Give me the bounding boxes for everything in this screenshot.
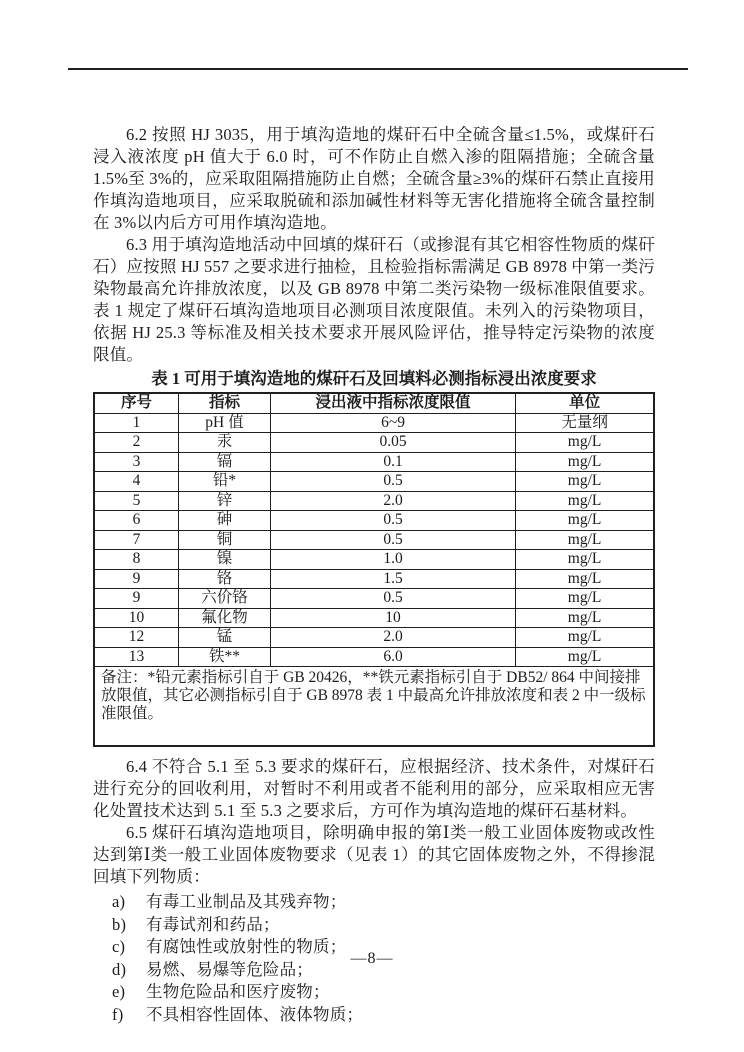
table-note-row [94,667,654,747]
list-item-marker: f) [112,1004,124,1024]
list-item-text: 有毒工业制品及其残弃物； [146,892,347,911]
cell-limit: 0.5 [270,589,515,609]
cell-unit: mg/L [516,647,654,667]
table-note: 备注：*铅元素指标引自于 GB 20426，**铁元素指标引自于 DB52/ 864 中间接排放限值，其它必测指标引自于 GB 8978 表 1 中最高允许排放浓度和表 2 中一级标准限值。 [94,667,654,747]
cell-no: 10 [94,608,179,628]
cell-indicator: 砷 [179,511,271,531]
cell-no: 13 [94,647,179,667]
list-item-marker: b) [112,914,127,934]
cell-unit: mg/L [516,589,654,609]
cell-limit: 0.5 [270,511,515,531]
table-row [94,491,654,511]
cell-no: 9 [94,569,179,589]
paragraph-6-4: 6.4 不符合 5.1 至 5.3 要求的煤矸石，应根据经济、技术条件，对煤矸石进行充分的回收利用，对暂时不利用或者不能利用的部分，应采取相应无害化处置技术达到 5.1 至 5.3 之要求后，方可作为填沟造地的煤矸石基材料。 [93,757,655,820]
list-item-marker: e) [112,982,126,1001]
cell-unit: 无量纲 [516,413,654,433]
table-row [94,433,654,453]
cell-unit: mg/L [516,433,654,453]
paragraph-6-2: 6.2 按照 HJ 3035，用于填沟造地的煤矸石中全硫含量≤1.5%，或煤矸石浸入液浓度 pH 值大于 6.0 时，可不作防止自燃入渗的阻隔措施；全硫含量 1.5%至 3%的，应采取阻隔措施防止自燃；全硫含量≥3%的煤矸石禁止直接用作填沟造地项目，应采取脱硫和添加碱性材料等无害化措施将全硫含量控制在 3%以内后方可用作填沟造地。 [93,125,655,232]
cell-unit: mg/L [516,491,654,511]
page-number: —8— [350,950,394,967]
cell-limit: 0.5 [270,472,515,492]
col-header-no: 序号 [94,393,179,413]
list-item [112,891,655,914]
cell-limit: 6~9 [270,413,515,433]
cell-indicator: 铜 [179,530,271,550]
list-item-marker: c) [112,937,126,956]
cell-no: 7 [94,530,179,550]
list-item-text: 不具相容性固体、液体物质； [146,1004,364,1024]
list-item-text: 有毒试剂和药品； [146,914,280,934]
table-row [94,530,654,550]
page-content [93,124,655,1026]
cell-indicator: 铁** [179,647,271,667]
cell-indicator: 镉 [179,452,271,472]
cell-no: 4 [94,472,179,492]
table-row [94,608,654,628]
cell-indicator: 锌 [179,491,271,511]
cell-no: 9 [94,589,179,609]
table-row [94,647,654,667]
list-item [112,914,655,937]
cell-no: 2 [94,433,179,453]
cell-indicator: 六价铬 [179,589,271,609]
cell-indicator: 铅* [179,472,271,492]
cell-unit: mg/L [516,550,654,570]
cell-limit: 2.0 [270,491,515,511]
cell-limit: 0.5 [270,530,515,550]
list-item-text: 有腐蚀性或放射性的物质； [146,937,347,956]
table-row [94,550,654,570]
list-item-marker: d) [112,959,127,979]
table-row [94,569,654,589]
cell-unit: mg/L [516,569,654,589]
cell-limit: 1.5 [270,569,515,589]
cell-no: 5 [94,491,179,511]
cell-unit: mg/L [516,530,654,550]
cell-indicator: pH 值 [179,413,271,433]
list-item [112,981,655,1004]
list-item [112,1004,655,1027]
cell-limit: 2.0 [270,628,515,648]
table-row [94,589,654,609]
list-item-text: 生物危险品和医疗废物； [146,982,330,1001]
table-row [94,452,654,472]
col-header-unit: 单位 [516,393,654,413]
table-row [94,472,654,492]
cell-indicator: 氟化物 [179,608,271,628]
paragraph-6-5: 6.5 煤矸石填沟造地项目，除明确申报的第Ⅰ类一般工业固体废物或改性达到第Ⅰ类一般工业固体废物要求（见表 1）的其它固体废物之外，不得掺混回填下列物质： [93,823,655,886]
list-item-text: 易燃、易爆等危险品； [146,959,313,979]
list-item-marker: a) [112,892,126,911]
leaching-limits-table [93,392,655,747]
cell-limit: 10 [270,608,515,628]
cell-no: 1 [94,413,179,433]
table-body [94,413,654,746]
cell-unit: mg/L [516,472,654,492]
cell-unit: mg/L [516,608,654,628]
cell-indicator: 汞 [179,433,271,453]
paragraph-6-3: 6.3 用于填沟造地活动中回填的煤矸石（或掺混有其它相容性物质的煤矸石）应按照 HJ 557 之要求进行抽检，且检验指标需满足 GB 8978 中第一类污染物最高允许排放浓度，以及 GB 8978 中第二类污染物一级标准限值要求。表 1 规定了煤矸石填沟造地项目必测项目浓度限值。未列入的污染物项目，依据 HJ 25.3 等标准及相关技术要求开展风险评估，推导特定污染物的浓度限值。 [93,235,655,364]
table-row [94,511,654,531]
table-title: 表 1 可用于填沟造地的煤矸石及回填料必测指标浸出浓度要求 [151,369,597,388]
cell-unit: mg/L [516,452,654,472]
cell-indicator: 镍 [179,550,271,570]
cell-indicator: 铬 [179,569,271,589]
table-header-row [94,393,654,413]
cell-unit: mg/L [516,511,654,531]
cell-limit: 0.1 [270,452,515,472]
col-header-limit: 浸出液中指标浓度限值 [270,393,515,413]
table-row [94,413,654,433]
cell-limit: 0.05 [270,433,515,453]
col-header-indicator: 指标 [179,393,271,413]
cell-unit: mg/L [516,628,654,648]
cell-no: 8 [94,550,179,570]
cell-no: 12 [94,628,179,648]
cell-no: 3 [94,452,179,472]
cell-limit: 6.0 [270,647,515,667]
header-rule [68,68,688,70]
table-row [94,628,654,648]
cell-indicator: 锰 [179,628,271,648]
cell-limit: 1.0 [270,550,515,570]
cell-no: 6 [94,511,179,531]
